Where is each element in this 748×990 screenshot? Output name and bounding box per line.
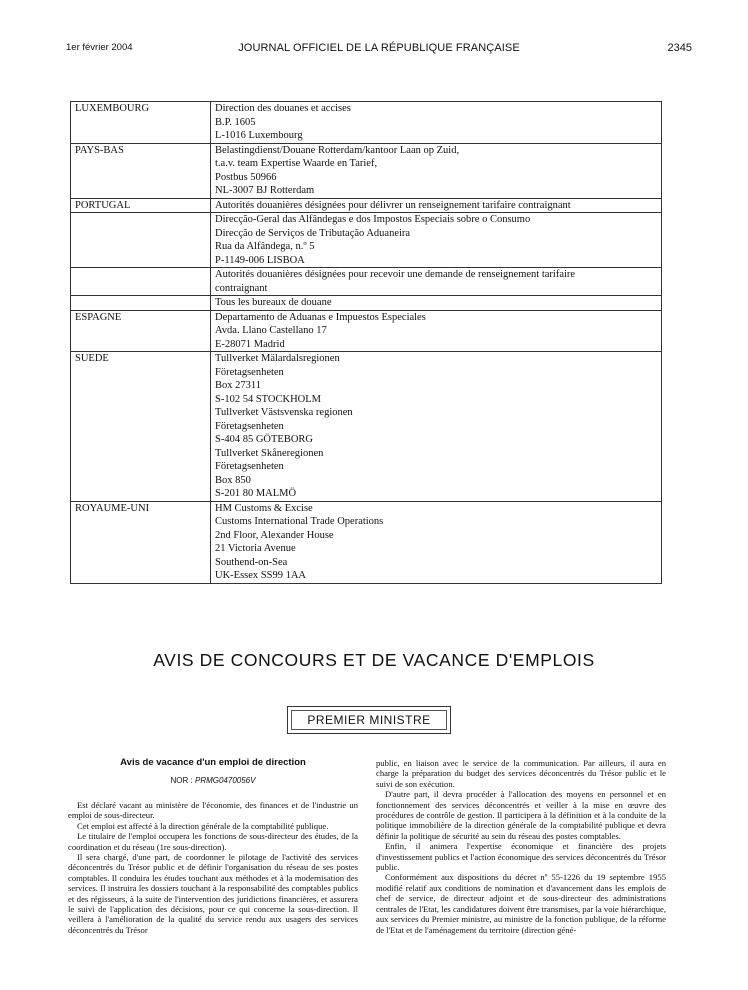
article-paragraph: Il sera chargé, d'une part, de coordonner le pilotage de l'activité des services déconcentrés du Trésor public et de définir l'organisation du réseau de ses postes comptables. Il conduira les études touchant aux méthodes et à la modernisation des services. Il instruira les dossiers touchant à la responsabilité des comptables publics et des régisseurs, à la suite de l'intervention des juridictions financières, et assurera le suivi de l'application des décisions, pour ce qui concerne la sous-direction. Il veillera à l'amélioration de la qualité du service rendu aux usagers des services déconcentrés du Trésor — [68, 852, 358, 935]
authority-line: Southend-on-Sea — [215, 556, 288, 568]
authority-line: t.a.v. team Expertise Waarde en Tarief, — [215, 158, 378, 169]
header-page-number: 2345 — [667, 42, 692, 54]
article-paragraph: Le titulaire de l'emploi occupera les fonctions de sous-directeur des études, de la coordination et du réseau (1re sous-direction). — [68, 831, 358, 852]
authority-line: Direcção-Geral das Alfândegas e dos Impostos Especiais sobre o Consumo — [215, 214, 531, 225]
nor-reference — [68, 776, 358, 785]
authority-line: 2nd Floor, Alexander House — [215, 529, 334, 541]
country-cell: PORTUGAL — [71, 198, 211, 213]
authority-line: NL-3007 BJ Rotterdam — [215, 185, 315, 196]
authority-line: UK-Essex SS99 1AA — [215, 570, 307, 581]
authority-line: Departamento de Aduanas e Impuestos Especiales — [215, 311, 426, 323]
authority-line: Box 27311 — [215, 380, 261, 391]
authority-line: Autorités douanières désignées pour recevoir une demande de renseignement tarifaire — [215, 269, 576, 280]
authority-line: Customs International Trade Operations — [215, 516, 384, 527]
ministry-label: PREMIER MINISTRE — [291, 710, 447, 730]
table-row — [71, 352, 662, 502]
authority-line: Avda. Llano Castellano 17 — [215, 325, 327, 336]
customs-authorities-table — [70, 101, 662, 584]
ministry-box — [287, 706, 451, 734]
authority-line: Tullverket Skåneregionen — [215, 447, 324, 459]
table-row — [71, 501, 662, 583]
authority-line: Tullverket Västsvenska regionen — [215, 407, 353, 418]
authority-line: B.P. 1605 — [215, 116, 256, 128]
authority-line: Autorités douanières désignées pour délivrer un renseignement tarifaire contraignant — [215, 199, 571, 211]
authority-line: Tous les bureaux de douane — [215, 297, 332, 308]
article-title: Avis de vacance d'un emploi de direction — [120, 757, 306, 768]
country-cell — [71, 268, 211, 296]
country-cell — [71, 213, 211, 268]
authority-cell — [211, 143, 662, 198]
table-row — [71, 143, 662, 198]
article-paragraph: Est déclaré vacant au ministère de l'économie, des finances et de l'industrie un emploi de sous-directeur. — [68, 800, 358, 821]
authority-line: Direction des douanes et accises — [215, 103, 351, 114]
authority-line: Belastingdienst/Douane Rotterdam/kantoor Laan op Zuid, — [215, 144, 460, 156]
authority-line: Box 850 — [215, 474, 251, 486]
table-row — [71, 198, 662, 213]
table-row — [71, 213, 662, 268]
authority-cell — [211, 268, 662, 296]
authority-cell — [211, 198, 662, 213]
article-column-right — [376, 758, 666, 935]
table-row — [71, 296, 662, 311]
country-cell — [71, 296, 211, 311]
authority-line: Företagsenheten — [215, 461, 284, 472]
country-cell: ROYAUME-UNI — [71, 501, 211, 583]
article-column-left — [68, 800, 358, 935]
authority-line: Rua da Alfândega, n.º 5 — [215, 241, 315, 252]
country-cell: SUEDE — [71, 352, 211, 502]
authority-line: Postbus 50966 — [215, 171, 277, 183]
authority-cell — [211, 501, 662, 583]
table-row — [71, 310, 662, 352]
authority-line: S-404 85 GÖTEBORG — [215, 434, 314, 445]
article-paragraph: public, en liaison avec le service de la communication. Par ailleurs, il aura en charge la préparation du budget des services déconcentrés du Trésor public et le suivi de son exécution. — [376, 758, 666, 789]
authority-line: HM Customs & Excise — [215, 502, 313, 514]
page-header — [66, 42, 692, 56]
authority-line: L-1016 Luxembourg — [215, 130, 303, 141]
authority-line: S-201 80 MALMÖ — [215, 488, 297, 499]
authority-line: Företagsenheten — [215, 420, 284, 432]
article-paragraph: Enfin, il animera l'expertise économique et financière des projets d'investissement publics et l'action économique des services déconcentrés du Trésor public. — [376, 841, 666, 873]
authority-line: P-1149-006 LISBOA — [215, 254, 305, 266]
article-paragraph: D'autre part, il devra procéder à l'allocation des moyens en personnel et en fonctionnement des services déconcentrés et veiller à la mise en œuvre des procédures de contrôle de gestion. Il participera à la définition et à la conduite de la politique immobilière de la direction générale de la comptabilité publique et devra définir la politique de sécurité au sein du réseau des postes comptables. — [376, 789, 666, 841]
nor-value: PRMG0470056V — [194, 776, 256, 785]
authority-line: Tullverket Mälardalsregionen — [215, 353, 340, 364]
authority-cell — [211, 296, 662, 311]
article-paragraph: Cet emploi est affecté à la direction générale de la comptabilité publique. — [77, 820, 329, 831]
authority-line: Företagsenheten — [215, 366, 284, 378]
article-paragraph: Conformément aux dispositions du décret nº 55-1226 du 19 septembre 1955 modifié relatif aux conditions de nomination et d'avancement dans les emplois de chef de service, de directeur adjoint et de sous-directeur des administrations centrales de l'Etat, les candidatures doivent être transmises, par la voie hiérarchique, aux services du Premier ministre, au ministre de la fonction publique, de la réforme de l'Etat et de l'aménagement du territoire (direction géné- — [376, 872, 666, 935]
authority-line: 21 Victoria Avenue — [215, 543, 296, 554]
country-cell: ESPAGNE — [71, 310, 211, 352]
country-cell: PAYS-BAS — [71, 143, 211, 198]
authority-line: Direcção de Serviços de Tributação Aduaneira — [215, 227, 411, 239]
header-date: 1er février 2004 — [66, 42, 133, 53]
authority-cell — [211, 213, 662, 268]
country-cell: LUXEMBOURG — [71, 102, 211, 144]
table-row — [71, 268, 662, 296]
authority-line: S-102 54 STOCKHOLM — [215, 393, 321, 405]
authority-line: contraignant — [215, 282, 268, 294]
nor-label: NOR : — [170, 776, 195, 785]
authority-cell — [211, 102, 662, 144]
authority-cell — [211, 310, 662, 352]
header-journal-title: JOURNAL OFFICIEL DE LA RÉPUBLIQUE FRANÇAISE — [238, 42, 520, 54]
table-row — [71, 102, 662, 144]
authority-cell — [211, 352, 662, 502]
table-body — [71, 102, 662, 584]
section-title: AVIS DE CONCOURS ET DE VACANCE D'EMPLOIS — [153, 650, 595, 670]
authority-line: E-28071 Madrid — [215, 338, 285, 350]
